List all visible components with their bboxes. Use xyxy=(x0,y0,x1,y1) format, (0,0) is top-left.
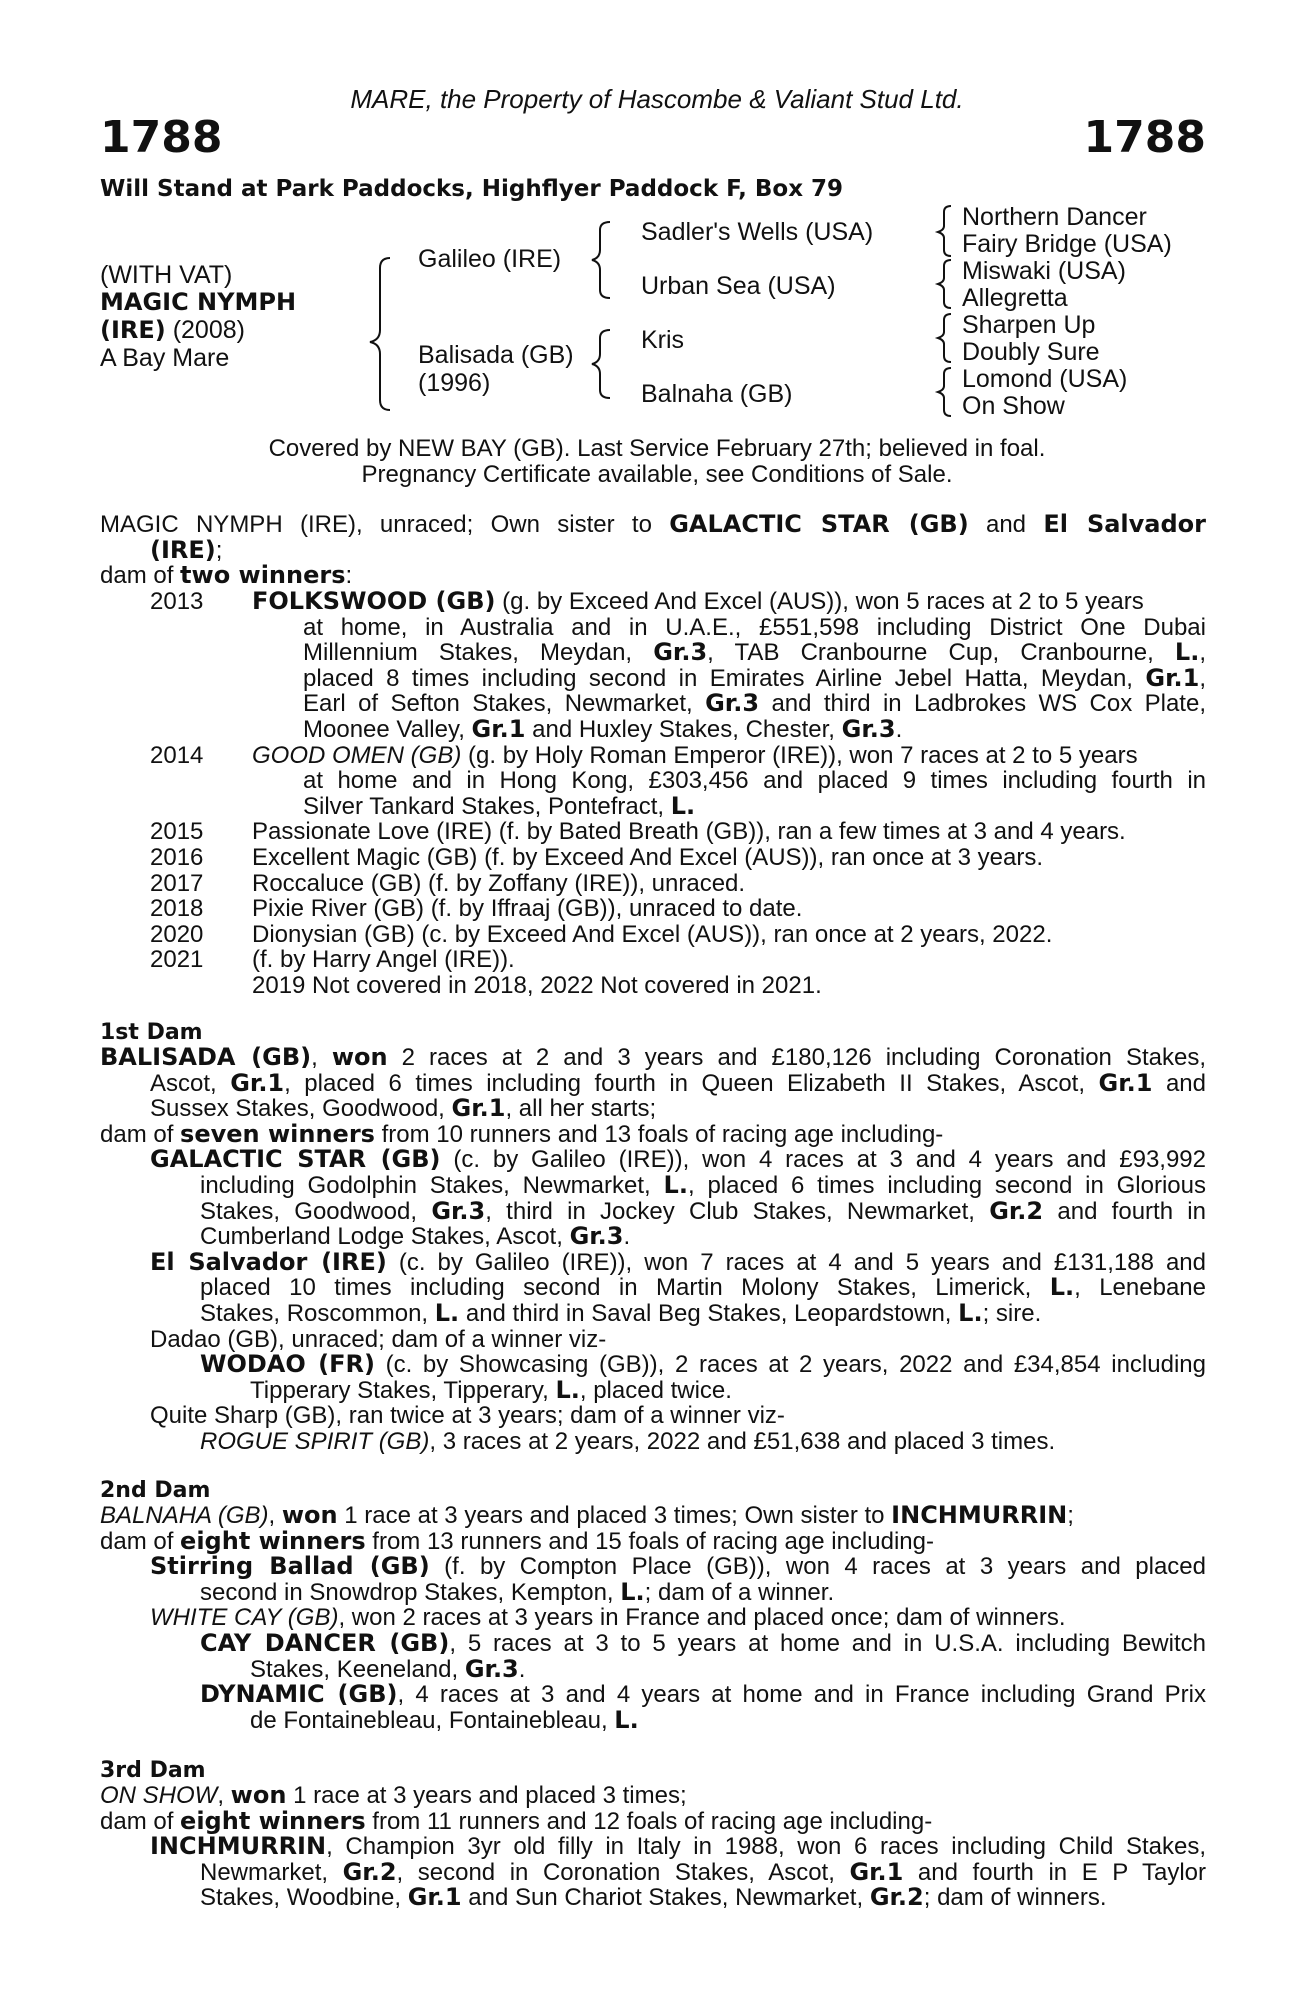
folkswood-l6d: Gr.3 xyxy=(841,714,896,743)
folkswood-l3a: Millennium Stakes, Meydan, xyxy=(303,639,654,667)
folkswood-line1: (g. by Exceed And Excel (AUS)), won 5 races at 2 to 5 years xyxy=(495,588,1144,615)
d3-l1d: 1 race at 3 years and placed 3 times; xyxy=(286,1782,687,1809)
progeny-2015 xyxy=(150,819,1206,845)
cay-dancer-name: CAY DANCER (GB) xyxy=(200,1628,450,1657)
wodao-l2a: Tipperary Stakes, Tipperary, xyxy=(250,1376,556,1404)
sb-l2b: L. xyxy=(620,1577,645,1606)
progeny-2017-text: Roccaluce (GB) (f. by Zoffany (IRE)), unraced. xyxy=(252,869,746,897)
folkswood-l3d: L. xyxy=(1174,638,1200,667)
folkswood-l4b: Gr.1 xyxy=(1145,663,1200,692)
gen4-5: Sharpen Up xyxy=(962,311,1096,339)
progeny-2014 xyxy=(150,743,1206,769)
progeny-2018-text: Pixie River (GB) (f. by Iffraaj (GB)), unraced to date. xyxy=(252,895,803,923)
in-l2d: Gr.1 xyxy=(849,1857,904,1886)
folkswood-l5a: Earl of Sefton Stakes, Newmarket, xyxy=(303,690,706,718)
d2-l2c: from 13 runners and 15 foals of racing age including- xyxy=(365,1527,934,1555)
in-l2b: Gr.2 xyxy=(342,1857,397,1886)
gs-l2a: including Godolphin Stakes, Newmarket, xyxy=(200,1171,664,1199)
year-2021: 2021 xyxy=(150,946,204,974)
good-omen-l3b: L. xyxy=(670,791,696,820)
cd-line1: , 5 races at 3 to 5 years at home and in U.S.A. including Bewitch xyxy=(449,1629,1206,1657)
year-2016: 2016 xyxy=(150,843,204,871)
wodao-name: WODAO (FR) xyxy=(200,1350,375,1379)
folkswood-l3e: , xyxy=(1199,639,1206,667)
wodao-l2c: , placed twice. xyxy=(579,1376,732,1404)
rogue-line1: , 3 races at 2 years, 2022 and £51,638 and placed 3 times. xyxy=(429,1427,1056,1455)
year-2015: 2015 xyxy=(150,818,204,846)
white-cay-name: WHITE CAY (GB) xyxy=(150,1604,339,1632)
in-l2a: Newmarket, xyxy=(200,1858,343,1886)
sire-name: Galileo (IRE) xyxy=(418,245,562,273)
gs-l4c: . xyxy=(623,1223,631,1251)
horse-origin: (IRE) xyxy=(100,316,166,344)
galactic-star-name: GALACTIC STAR (GB) xyxy=(150,1145,441,1174)
progeny-2016 xyxy=(150,845,1206,871)
wodao-line1: (c. by Showcasing (GB)), 2 races at 2 years, 2022 and £34,854 including xyxy=(374,1351,1206,1379)
folkswood-l5b: Gr.3 xyxy=(705,689,760,718)
stand-location: Will Stand at Park Paddocks, Highflyer Paddock F, Box 79 xyxy=(100,176,844,202)
mare-intro-end: ; xyxy=(215,536,223,564)
d2-won: won xyxy=(281,1501,338,1529)
gs-l3e: and fourth in xyxy=(1043,1197,1206,1225)
gen4-7: Lomond (USA) xyxy=(962,365,1128,393)
progeny-2013 xyxy=(150,589,1206,615)
gen4-4: Allegretta xyxy=(962,284,1068,312)
d1-l1b: , xyxy=(311,1044,332,1071)
inchmurrin-name: INCHMURRIN xyxy=(150,1832,327,1861)
dy-l2b: L. xyxy=(614,1705,639,1734)
third-dam-heading: 3rd Dam xyxy=(100,1758,206,1783)
bracket-gen1 xyxy=(370,258,390,410)
d1-l3a: Sussex Stakes, Goodwood, xyxy=(150,1095,452,1123)
d2-l2a: dam of xyxy=(100,1527,181,1555)
in-line1: , Champion 3yr old filly in Italy in 1988, won 6 races including Child Stakes, xyxy=(326,1833,1206,1861)
first-dam-section xyxy=(100,1045,1206,1455)
year-2013: 2013 xyxy=(150,588,204,615)
progeny-2015-text: Passionate Love (IRE) (f. by Bated Breath (GB)), ran a few times at 3 and 4 years. xyxy=(252,818,1126,846)
d3-won: won xyxy=(230,1781,287,1809)
balnaha-name: BALNAHA (GB) xyxy=(100,1502,269,1529)
good-omen-name: GOOD OMEN (GB) xyxy=(252,741,462,769)
es-l2c: , Lenebane xyxy=(1074,1274,1206,1302)
in-l3a: Stakes, Woodbine, xyxy=(200,1884,408,1912)
es-l3b: L. xyxy=(434,1298,460,1327)
d3-l2c: from 11 runners and 12 foals of racing age including- xyxy=(365,1807,933,1835)
balisada-name: BALISADA (GB) xyxy=(100,1043,312,1071)
d2-inchmurrin: INCHMURRIN xyxy=(891,1501,1068,1529)
dy-l2a: de Fontainebleau, Fontainebleau, xyxy=(250,1706,615,1734)
year-2020: 2020 xyxy=(150,920,204,948)
el-salvador-name: El Salvador (IRE) xyxy=(150,1247,387,1276)
progeny-notes: 2019 Not covered in 2018, 2022 Not covered in 2021. xyxy=(252,971,822,999)
year-2014: 2014 xyxy=(150,741,204,769)
sibling-el-salvador-origin: (IRE) xyxy=(150,535,216,564)
good-omen-line2: at home and in Hong Kong, £303,456 and placed 9 times including fourth in xyxy=(303,767,1206,795)
folkswood-l6b: Gr.1 xyxy=(471,714,526,743)
d2-winners: eight winners xyxy=(180,1526,366,1555)
folkswood-l6e: . xyxy=(895,715,903,743)
d1-l2c: , placed 6 times including fourth in Queen Elizabeth II Stakes, Ascot, xyxy=(284,1069,1099,1097)
d1-l1d: 2 races at 2 and 3 years and £180,126 including Coronation Stakes, xyxy=(387,1044,1206,1071)
gen4-2: Fairy Bridge (USA) xyxy=(962,230,1172,258)
es-l2b: L. xyxy=(1049,1273,1075,1302)
granddam-maternal: Balnaha (GB) xyxy=(641,380,793,408)
gs-line1: (c. by Galileo (IRE)), won 4 races at 3 and 4 years and £93,992 xyxy=(440,1146,1206,1174)
gs-l2b: L. xyxy=(663,1170,688,1199)
d1-l2d: Gr.1 xyxy=(1098,1068,1153,1097)
es-l3e: ; sire. xyxy=(982,1299,1042,1327)
in-l3d: Gr.2 xyxy=(869,1883,924,1912)
in-l2e: and fourth in E P Taylor xyxy=(903,1858,1206,1886)
progeny-list xyxy=(150,589,1206,999)
winners-count: two winners xyxy=(180,561,346,590)
on-show-name: ON SHOW xyxy=(100,1782,218,1809)
d1-l4a: dam of xyxy=(100,1120,181,1148)
es-line1: (c. by Galileo (IRE)), won 7 races at 4 and 5 years and £131,188 and xyxy=(386,1248,1207,1276)
pregnancy-note: Pregnancy Certificate available, see Conditions of Sale. xyxy=(361,461,953,488)
gen4-3: Miswaki (USA) xyxy=(962,257,1126,285)
bracket-dam xyxy=(592,330,610,398)
wc-line1: , won 2 races at 3 years in France and placed once; dam of winners. xyxy=(338,1604,1066,1632)
es-l3d: L. xyxy=(958,1298,983,1327)
good-omen-line1: (g. by Holy Roman Emperor (IRE)), won 7 races at 2 to 5 years xyxy=(461,741,1138,769)
gen4-1: Northern Dancer xyxy=(962,203,1147,231)
d2-l1d: 1 race at 3 years and placed 3 times; Own sister to xyxy=(337,1502,892,1529)
progeny-2021-text: (f. by Harry Angel (IRE)). xyxy=(252,946,515,974)
quite-sharp-line: Quite Sharp (GB), ran twice at 3 years; dam of a winner viz- xyxy=(150,1402,785,1430)
in-l2c: , second in Coronation Stakes, Ascot, xyxy=(396,1858,850,1886)
es-l3a: Stakes, Roscommon, xyxy=(200,1299,435,1327)
gs-l3d: Gr.2 xyxy=(989,1196,1044,1225)
dy-line1: , 4 races at 3 and 4 years at home and in France including Grand Prix xyxy=(397,1681,1206,1709)
bracket-g3-1 xyxy=(938,206,951,256)
grandsire-maternal: Kris xyxy=(641,326,685,354)
dam-name: Balisada (GB) xyxy=(418,341,574,369)
progeny-2016-text: Excellent Magic (GB) (f. by Exceed And Excel (AUS)), ran once at 3 years. xyxy=(252,843,1043,871)
d1-l3c: , all her starts; xyxy=(505,1095,657,1123)
third-dam-section xyxy=(100,1783,1206,1911)
es-l2a: placed 10 times including second in Martin Molony Stakes, Limerick, xyxy=(200,1274,1050,1302)
mare-intro-and: and xyxy=(968,511,1044,538)
folkswood-l6c: and Huxley Stakes, Chester, xyxy=(525,715,842,743)
sibling-galactic-star: GALACTIC STAR (GB) xyxy=(669,510,969,538)
grandsire-paternal: Sadler's Wells (USA) xyxy=(641,218,874,246)
cd-l2c: . xyxy=(518,1655,526,1683)
in-l3e: ; dam of winners. xyxy=(923,1884,1107,1912)
in-l3b: Gr.1 xyxy=(407,1883,462,1912)
folkswood-l6a: Moonee Valley, xyxy=(303,715,472,743)
d3-winners: eight winners xyxy=(180,1806,366,1835)
bracket-g3-2 xyxy=(938,260,951,308)
sibling-el-salvador: El Salvador xyxy=(1043,510,1206,538)
year-2017: 2017 xyxy=(150,869,204,897)
sb-l2a: second in Snowdrop Stakes, Kempton, xyxy=(200,1578,621,1606)
progeny-2017 xyxy=(150,871,1206,897)
mare-intro: MAGIC NYMPH (IRE), unraced; Own sister to xyxy=(100,511,670,538)
gs-l3b: Gr.3 xyxy=(431,1196,486,1225)
in-l3c: and Sun Chariot Stakes, Newmarket, xyxy=(461,1884,870,1912)
folkswood-l3c: , TAB Cranbourne Cup, Cranbourne, xyxy=(707,639,1175,667)
progeny-2020-text: Dionysian (GB) (c. by Exceed And Excel (AUS)), ran once at 2 years, 2022. xyxy=(252,920,1053,948)
dam-of-colon: : xyxy=(345,562,353,590)
stirring-ballad-name: Stirring Ballad (GB) xyxy=(150,1552,430,1581)
second-dam-heading: 2nd Dam xyxy=(100,1478,211,1503)
cd-l2b: Gr.3 xyxy=(464,1654,519,1683)
bracket-g3-3 xyxy=(938,314,951,362)
d3-l1b: , xyxy=(217,1782,231,1809)
vat-note: (WITH VAT) xyxy=(100,261,233,289)
lot-number-left: 1788 xyxy=(100,112,223,163)
mare-section xyxy=(100,512,1206,589)
folkswood-l4c: , xyxy=(1199,664,1206,692)
folkswood-l5c: and third in Ladbrokes WS Cox Plate, xyxy=(759,690,1206,718)
cd-l2a: Stakes, Keeneland, xyxy=(250,1655,465,1683)
gs-l2c: , placed 6 times including second in Glorious xyxy=(687,1171,1206,1199)
d1-winners: seven winners xyxy=(180,1119,375,1148)
granddam-paternal: Urban Sea (USA) xyxy=(641,272,836,300)
d2-l1b: , xyxy=(268,1502,282,1529)
wodao-l2b: L. xyxy=(555,1375,580,1404)
sb-l2c: ; dam of a winner. xyxy=(644,1578,835,1606)
progeny-2021 xyxy=(150,947,1206,973)
dynamic-name: DYNAMIC (GB) xyxy=(200,1680,398,1709)
dam-year: (1996) xyxy=(418,369,491,397)
second-dam-section xyxy=(100,1503,1206,1733)
dam-of-label: dam of xyxy=(100,562,181,590)
gs-l4b: Gr.3 xyxy=(569,1222,624,1251)
covered-note: Covered by NEW BAY (GB). Last Service February 27th; believed in foal. xyxy=(268,435,1046,462)
horse-name: MAGIC NYMPH xyxy=(100,288,297,316)
dadao-line: Dadao (GB), unraced; dam of a winner viz- xyxy=(150,1325,607,1353)
folkswood-name: FOLKSWOOD (GB) xyxy=(252,587,496,615)
progeny-2018 xyxy=(150,896,1206,922)
d1-won: won xyxy=(331,1043,388,1071)
folkswood-line2: at home, in Australia and in U.A.E., £551,598 including District One Dubai xyxy=(303,613,1206,641)
gs-l4a: Cumberland Lodge Stakes, Ascot, xyxy=(200,1223,570,1251)
d3-l2a: dam of xyxy=(100,1807,181,1835)
first-dam-heading: 1st Dam xyxy=(100,1020,203,1045)
d1-l2a: Ascot, xyxy=(150,1069,231,1097)
d1-l2b: Gr.1 xyxy=(230,1068,285,1097)
es-l3c: and third in Saval Beg Stakes, Leopardstown, xyxy=(459,1299,959,1327)
rogue-spirit-name: ROGUE SPIRIT (GB) xyxy=(200,1427,430,1455)
gs-l3a: Stakes, Goodwood, xyxy=(200,1197,432,1225)
sale-header-title: MARE, the Property of Hascombe & Valiant Stud Ltd. xyxy=(350,84,964,114)
folkswood-l4a: placed 8 times including second in Emirates Airline Jebel Hatta, Meydan, xyxy=(303,664,1146,692)
d2-l1f: ; xyxy=(1067,1502,1074,1529)
sb-line1: (f. by Compton Place (GB)), won 4 races at 3 years and placed xyxy=(429,1553,1206,1581)
good-omen-l3a: Silver Tankard Stakes, Pontefract, xyxy=(303,792,671,820)
d1-l3b: Gr.1 xyxy=(451,1094,506,1123)
bracket-sire xyxy=(592,222,610,298)
d1-l2e: and xyxy=(1152,1069,1206,1097)
gen4-6: Doubly Sure xyxy=(962,338,1100,366)
gen4-8: On Show xyxy=(962,392,1065,420)
folkswood-l3b: Gr.3 xyxy=(653,638,708,667)
lot-number-right: 1788 xyxy=(1083,112,1206,163)
d1-l4c: from 10 runners and 13 foals of racing age including- xyxy=(374,1120,944,1148)
horse-year: (2008) xyxy=(172,316,245,344)
year-2018: 2018 xyxy=(150,895,204,923)
progeny-2020 xyxy=(150,922,1206,948)
bracket-g3-4 xyxy=(938,368,951,416)
gs-l3c: , third in Jockey Club Stakes, Newmarket, xyxy=(485,1197,990,1225)
horse-description: A Bay Mare xyxy=(100,344,230,372)
